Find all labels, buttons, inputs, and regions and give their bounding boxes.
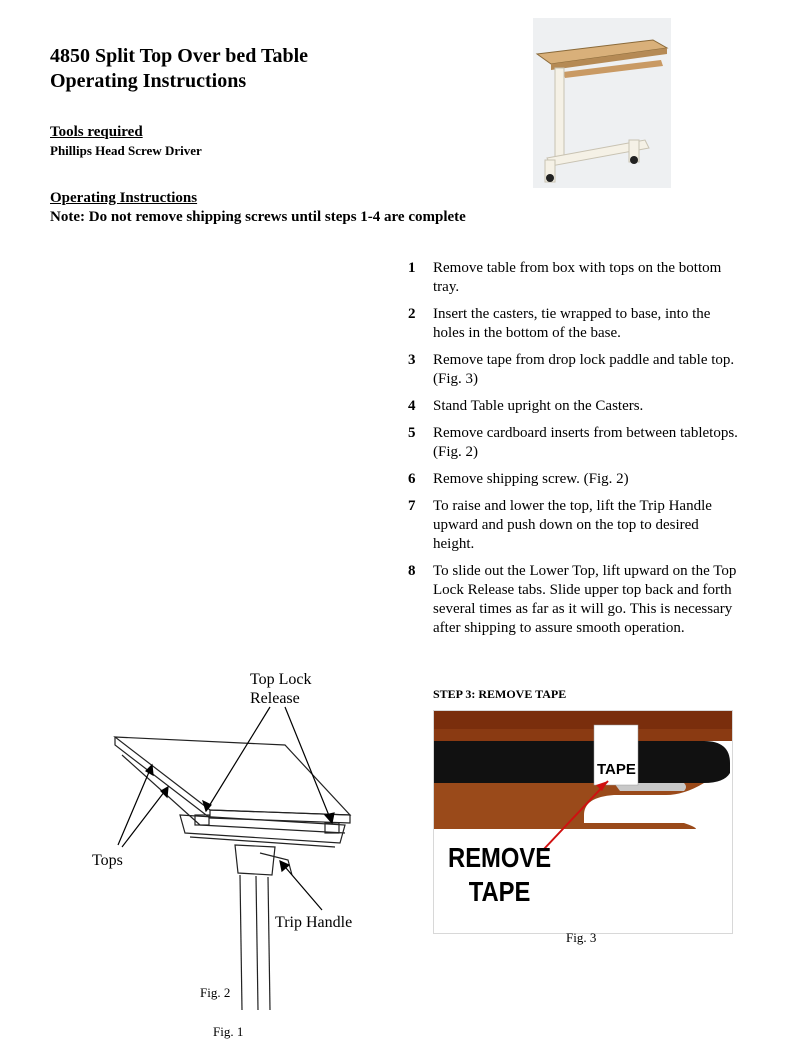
step-number: 1 [408, 260, 416, 276]
overbed-table-image [533, 18, 671, 188]
step-number: 6 [408, 471, 416, 487]
remove-text-line2: TAPE [468, 876, 531, 907]
step-number: 2 [408, 306, 416, 322]
step-item [408, 305, 738, 343]
step-text: To raise and lower the top, lift the Trip Handle upward and push down on the top to desired height. [433, 498, 712, 552]
shipping-note: Note: Do not remove shipping screws until steps 1-4 are complete [50, 209, 466, 225]
page-title [50, 44, 308, 94]
callout-top-lock-line1: Top Lock [250, 671, 312, 688]
step-text: To slide out the Lower Top, lift upward on the Top Lock Release tabs. Slide upper top back and forth several times as far as it will go. This is necessary after shipping to assure smooth operation. [433, 563, 737, 636]
step-text: Remove cardboard inserts from between tabletops. (Fig. 2) [433, 425, 738, 460]
step-number: 7 [408, 498, 416, 514]
step-number: 8 [408, 563, 416, 579]
callout-tops: Tops [92, 852, 123, 869]
fig1-label: Fig. 1 [213, 1024, 244, 1039]
step-item [408, 562, 738, 638]
tools-heading: Tools required [50, 124, 143, 140]
step-item [408, 259, 738, 297]
title-line-1: 4850 Split Top Over bed Table [50, 45, 309, 67]
title-line-2: Operating Instructions [50, 70, 247, 92]
steps-list [408, 259, 738, 646]
step-item [408, 470, 738, 489]
step-text: Insert the casters, tie wrapped to base, into the holes in the bottom of the base. [433, 306, 711, 341]
fig3-label: Fig. 3 [566, 930, 597, 945]
remove-tape-text [448, 841, 551, 909]
fig2-diagram [60, 665, 400, 1015]
step-item [408, 351, 738, 389]
step-text: Remove table from box with tops on the bottom tray. [433, 260, 722, 295]
callout-top-lock-release [250, 670, 312, 708]
tape-label: TAPE [597, 761, 636, 778]
step-item [408, 424, 738, 462]
tools-item: Phillips Head Screw Driver [50, 143, 202, 158]
table-mechanism-drawing [60, 665, 400, 1015]
fig2-label: Fig. 2 [200, 985, 231, 1000]
step-number: 4 [408, 398, 416, 414]
step-text: Stand Table upright on the Casters. [433, 398, 644, 414]
product-photo [533, 18, 671, 188]
step-item [408, 497, 738, 554]
step-number: 3 [408, 352, 416, 368]
fig3-heading: STEP 3: REMOVE TAPE [433, 687, 567, 701]
callout-top-lock-line2: Release [250, 690, 300, 707]
step-text: Remove shipping screw. (Fig. 2) [433, 471, 629, 487]
fig3-image [433, 710, 733, 934]
remove-text-line1: REMOVE [448, 842, 552, 873]
instructions-heading: Operating Instructions [50, 190, 198, 206]
step-text: Remove tape from drop lock paddle and table top. (Fig. 3) [433, 352, 735, 387]
step-number: 5 [408, 425, 416, 441]
step-item [408, 397, 738, 416]
callout-trip-handle: Trip Handle [275, 914, 353, 931]
